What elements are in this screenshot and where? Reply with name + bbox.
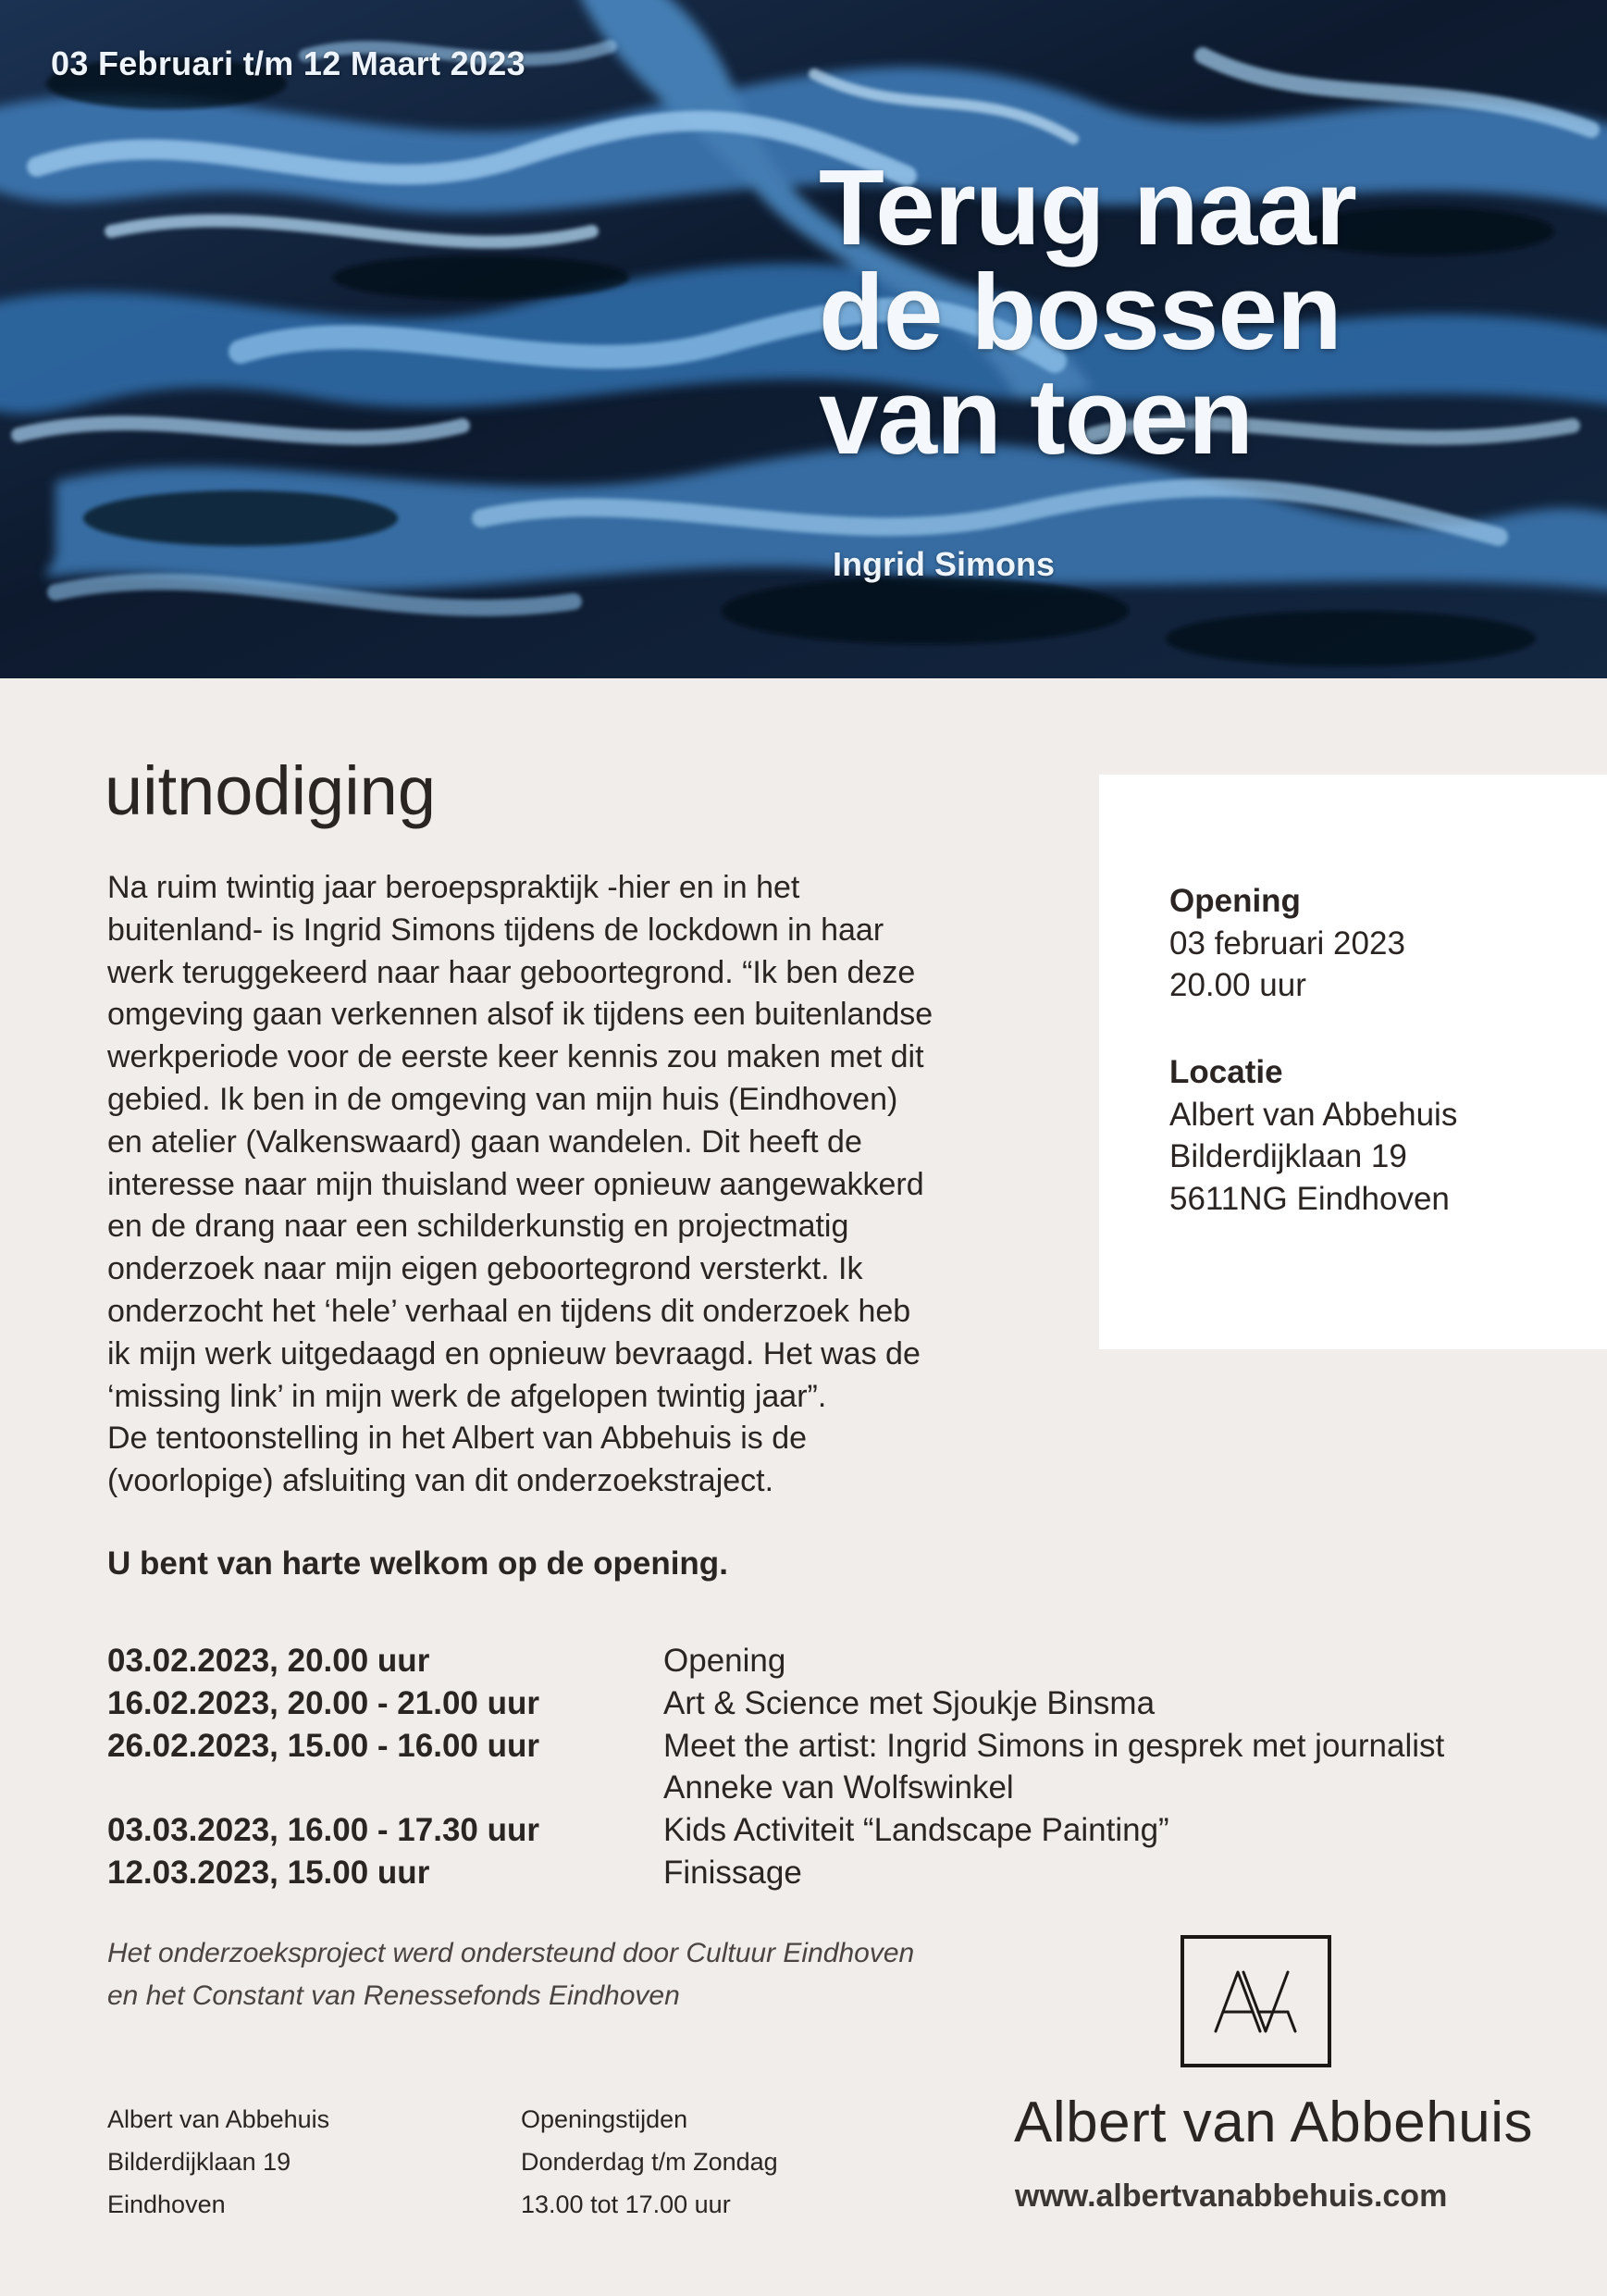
title-line: van toen (819, 356, 1253, 477)
intro-line: onderzoek naar mijn eigen geboortegrond versterkt. Ik (107, 1251, 863, 1287)
sponsor-note (107, 1932, 1051, 2017)
sponsor-line: Het onderzoeksproject werd ondersteund door Cultuur Eindhoven (107, 1938, 915, 1968)
website-link[interactable]: www.albertvanabbehuis.com (1015, 2178, 1448, 2214)
sponsor-line: en het Constant van Renessefonds Eindhoven (107, 1980, 680, 2011)
opening-date: 03 februari 2023 (1169, 925, 1405, 962)
intro-line: en atelier (Valkenswaard) gaan wandelen. Dit heeft de (107, 1123, 862, 1160)
footer-hours-line: 13.00 tot 17.00 uur (521, 2191, 731, 2218)
intro-line: werkperiode voor de eerste keer kennis zou maken met dit (107, 1039, 924, 1075)
opening-time: 20.00 uur (1169, 967, 1306, 1003)
schedule-event-line: Kids Activiteit “Landscape Painting” (663, 1812, 1169, 1849)
schedule-row (107, 1682, 1551, 1725)
schedule-event-line: Meet the artist: Ingrid Simons in gesprek met journalist (663, 1727, 1445, 1764)
schedule-event-line: Finissage (663, 1854, 802, 1891)
welcome-text: U bent van harte welkom op de opening. (107, 1545, 728, 1582)
page-heading: uitnodiging (105, 752, 436, 829)
info-panel (1099, 775, 1607, 1349)
schedule-event (663, 1809, 1551, 1852)
schedule-event-line: Opening (663, 1643, 786, 1679)
title-line: de bossen (819, 252, 1341, 372)
schedule-date: 12.03.2023, 15.00 uur (107, 1854, 430, 1891)
schedule-row (107, 1725, 1551, 1810)
intro-line: en de drang naar een schilderkunstig en projectmatig (107, 1209, 849, 1245)
schedule-event (663, 1682, 1551, 1725)
intro-line: ‘missing link’ in mijn werk de afgelopen twintig jaar”. (107, 1378, 827, 1414)
footer-address (107, 2098, 329, 2226)
footer-address-line: Bilderdijklaan 19 (107, 2148, 291, 2176)
footer-opening-hours (521, 2098, 778, 2226)
intro-line: interesse naar mijn thuisland weer opnieuw aangewakkerd (107, 1166, 924, 1202)
hero-banner (0, 0, 1607, 678)
exhibition-dates: 03 Februari t/m 12 Maart 2023 (51, 44, 525, 82)
intro-paragraph (107, 867, 1051, 1503)
footer-hours-line: Donderdag t/m Zondag (521, 2148, 778, 2176)
schedule-row (107, 1809, 1551, 1852)
intro-line: werk teruggekeerd naar haar geboortegrond. “Ik ben deze (107, 954, 916, 990)
monogram-av-icon (1181, 1935, 1331, 2067)
opening-label: Opening (1169, 883, 1301, 919)
schedule-date: 03.03.2023, 16.00 - 17.30 uur (107, 1812, 539, 1849)
schedule-event (663, 1640, 1551, 1682)
intro-line: Na ruim twintig jaar beroepspraktijk -hier en in het (107, 870, 800, 905)
intro-line: onderzocht het ‘hele’ verhaal en tijdens dit onderzoek heb (107, 1293, 911, 1329)
intro-line: gebied. Ik ben in de omgeving van mijn huis (Eindhoven) (107, 1081, 898, 1117)
location-block (1169, 1051, 1457, 1220)
schedule-date: 03.02.2023, 20.00 uur (107, 1643, 430, 1679)
footer-address-line: Eindhoven (107, 2191, 226, 2218)
artist-name: Ingrid Simons (833, 545, 1056, 583)
schedule-date: 26.02.2023, 15.00 - 16.00 uur (107, 1727, 539, 1764)
title-line: Terug naar (819, 147, 1356, 267)
exhibition-title (819, 147, 1577, 477)
intro-line: omgeving gaan verkennen alsof ik tijdens een buitenlandse (107, 997, 933, 1033)
schedule-row (107, 1640, 1551, 1682)
location-city: 5611NG Eindhoven (1169, 1180, 1450, 1217)
location-name: Albert van Abbehuis (1169, 1096, 1458, 1133)
footer-address-line: Albert van Abbehuis (107, 2105, 330, 2133)
schedule-event-line: Anneke van Wolfswinkel (663, 1769, 1014, 1806)
schedule-row (107, 1852, 1551, 1894)
schedule-date: 16.02.2023, 20.00 - 21.00 uur (107, 1684, 539, 1721)
schedule-event-line: Art & Science met Sjoukje Binsma (663, 1684, 1156, 1721)
intro-line: ik mijn werk uitgedaagd en opnieuw bevraagd. Het was de (107, 1335, 921, 1371)
event-schedule (107, 1640, 1551, 1894)
opening-block (1169, 880, 1405, 1007)
location-street: Bilderdijklaan 19 (1169, 1138, 1407, 1174)
intro-line: buitenland- is Ingrid Simons tijdens de lockdown in haar (107, 912, 884, 948)
schedule-event (663, 1725, 1551, 1810)
schedule-event (663, 1852, 1551, 1894)
intro-line: De tentoonstelling in het Albert van Abbehuis is de (107, 1421, 808, 1457)
logo-wordmark: Albert van Abbehuis (1014, 2091, 1533, 2154)
footer-hours-line: Openingstijden (521, 2105, 688, 2133)
intro-line: (voorlopige) afsluiting van dit onderzoekstraject. (107, 1463, 774, 1499)
location-label: Locatie (1169, 1054, 1283, 1090)
